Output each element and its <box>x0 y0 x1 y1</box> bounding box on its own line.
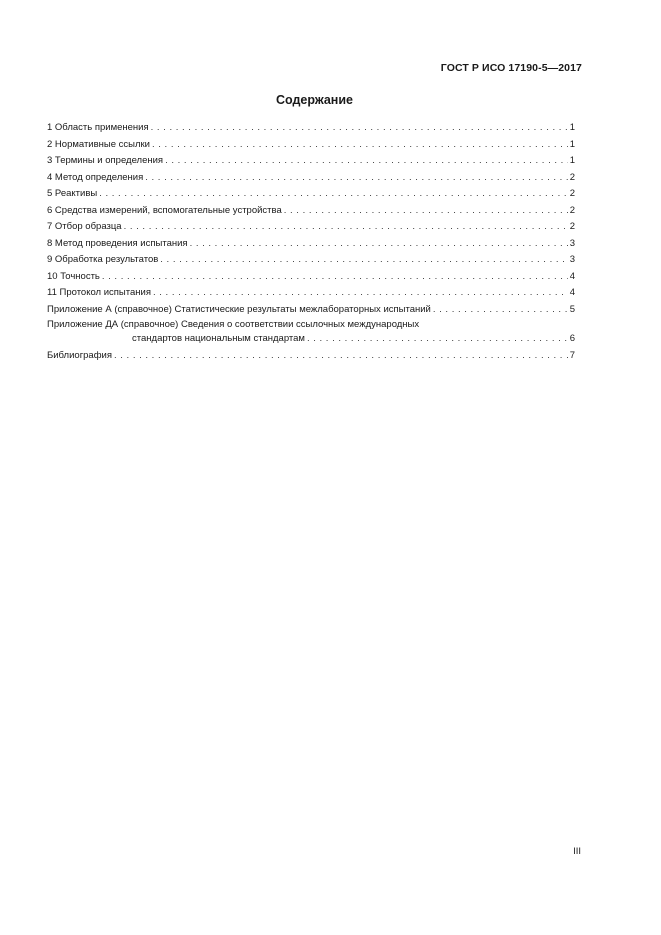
toc-dot-leader <box>433 302 568 319</box>
toc-entry-label: 10 Точность <box>47 270 100 282</box>
toc-entry-page: 4 <box>569 270 575 282</box>
toc-entry-test-report[interactable] <box>47 285 575 302</box>
toc-dot-leader <box>152 137 568 154</box>
toc-dot-leader <box>145 170 567 187</box>
toc-entry-page: 1 <box>569 138 575 150</box>
toc-entry-continuation <box>47 332 575 346</box>
toc-entry-label: 8 Метод проведения испытания <box>47 237 188 249</box>
toc-entry-terms[interactable] <box>47 153 575 170</box>
toc-entry-page: 3 <box>569 254 575 265</box>
toc-entry-label-line2: стандартов национальным стандартам <box>132 333 305 344</box>
toc-entry-sampling[interactable] <box>47 219 575 236</box>
toc-entry-method[interactable] <box>47 170 575 187</box>
toc-entry-page: 2 <box>569 171 575 183</box>
toc-entry-label: 3 Термины и определения <box>47 155 164 166</box>
toc-entry-bibliography[interactable] <box>47 348 575 365</box>
toc-dot-leader <box>153 285 568 302</box>
toc-entry-label: 6 Средства измерений, вспомогательные устройства <box>47 204 282 216</box>
toc-dot-leader <box>114 348 568 365</box>
toc-title: Содержание <box>275 93 353 107</box>
page-number: III <box>573 846 581 857</box>
toc-entry-label: 4 Метод определения <box>47 171 144 183</box>
toc-dot-leader <box>160 252 567 269</box>
toc-entry-label: 9 Обработка результатов <box>47 254 159 265</box>
toc-dot-leader <box>307 332 568 346</box>
toc-entry-page: 7 <box>569 350 575 361</box>
toc-entry-page: 2 <box>569 221 575 232</box>
toc-entry-page: 2 <box>569 188 575 199</box>
toc-entry-label: 7 Отбор образца <box>47 221 122 232</box>
toc-entry-normative-references[interactable] <box>47 137 575 154</box>
toc-entry-page: 2 <box>569 204 575 216</box>
toc-entry-label: Библиография <box>47 350 112 361</box>
toc-entry-label: Приложение ДА (справочное) Сведения о соответствии ссылочных международных <box>47 319 420 330</box>
toc-entry-page: 1 <box>569 155 575 166</box>
document-code: ГОСТ Р ИСО 17190-5—2017 <box>440 62 582 74</box>
toc-entry-procedure[interactable] <box>47 236 575 253</box>
toc-dot-leader <box>165 153 568 170</box>
toc-entry-precision[interactable] <box>47 269 575 286</box>
toc-entry-page: 3 <box>569 237 575 249</box>
toc-entry-label: 11 Протокол испытания <box>47 287 151 298</box>
toc-dot-leader <box>284 203 568 220</box>
toc-entry-label: 2 Нормативные ссылки <box>47 138 150 150</box>
toc-entry-page: 6 <box>569 333 575 344</box>
toc-dot-leader <box>190 236 568 253</box>
toc-entry-label: 1 Область применения <box>47 122 149 133</box>
toc-dot-leader <box>124 219 568 236</box>
toc-entry-scope[interactable] <box>47 120 575 137</box>
toc-entry-apparatus[interactable] <box>47 203 575 220</box>
toc-entry-annex-da[interactable] <box>47 318 575 346</box>
toc-dot-leader <box>102 269 568 286</box>
toc-entry-results[interactable] <box>47 252 575 269</box>
toc-entry-page: 5 <box>569 303 575 315</box>
toc-entry-label: 5 Реактивы <box>47 188 98 199</box>
toc-entry-page: 1 <box>569 122 575 133</box>
toc-entry-reagents[interactable] <box>47 186 575 203</box>
toc-entry-label: Приложение А (справочное) Статистические результаты межлабораторных испытаний <box>47 303 431 315</box>
toc-entry-annex-a[interactable] <box>47 302 575 319</box>
toc-entry-page: 4 <box>569 287 575 298</box>
table-of-contents <box>47 120 575 365</box>
toc-dot-leader <box>99 186 567 203</box>
toc-dot-leader <box>151 120 568 137</box>
